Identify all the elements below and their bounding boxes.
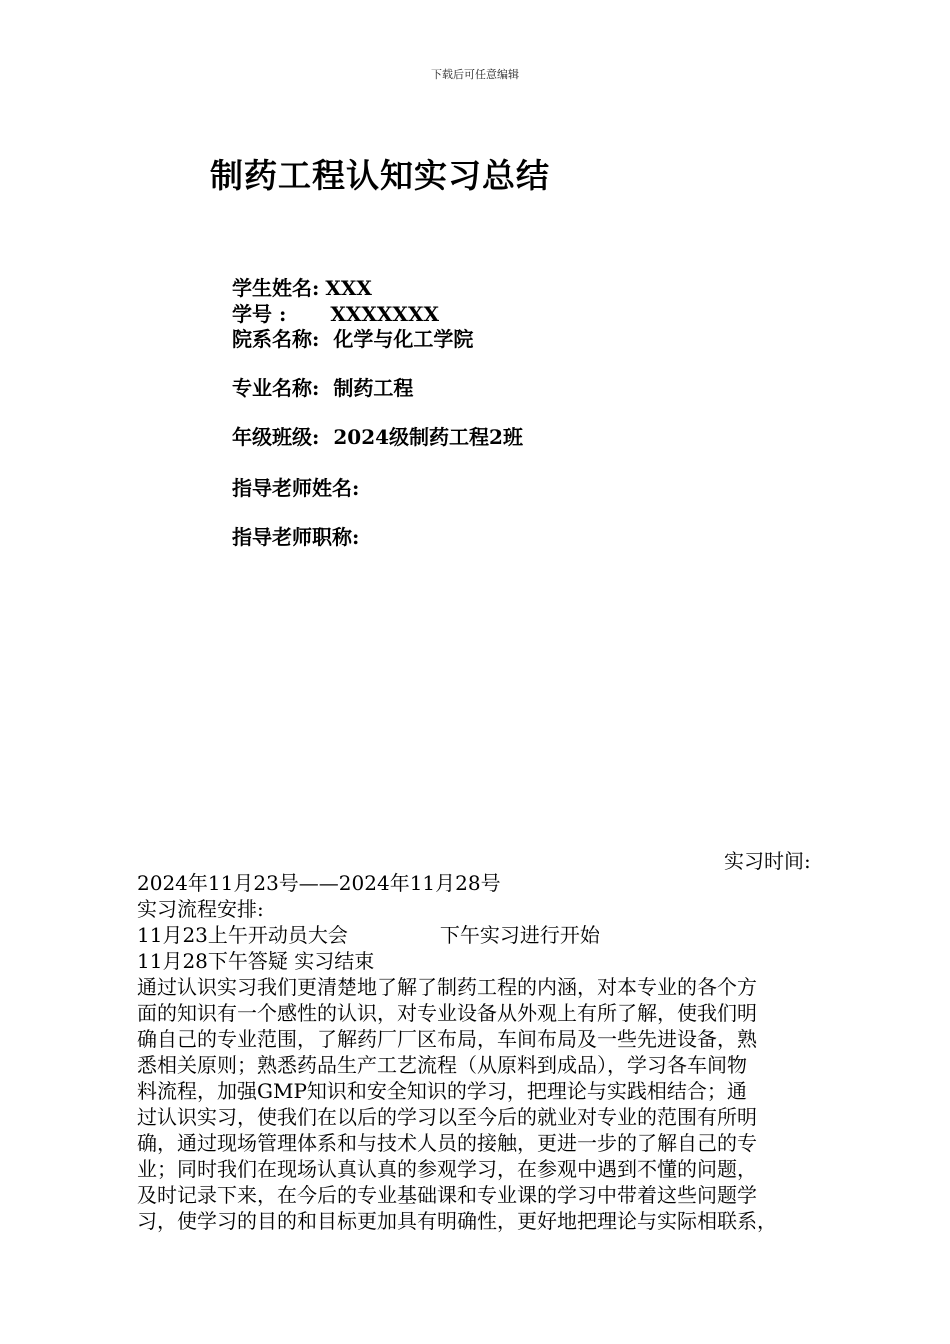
body-text (137, 870, 857, 1234)
internship-time-label: 实习时间: (724, 849, 811, 873)
department-row (232, 323, 473, 352)
student-name-row (232, 272, 372, 301)
advisor-title-label: 指导老师职称: (232, 525, 360, 549)
major-value: 制药工程 (333, 376, 414, 400)
paragraph-line: 确自己的专业范围，了解药厂厂区布局，车间布局及一些先进设备，熟 (137, 1027, 757, 1051)
class-value: 2024级制药工程2班 (333, 425, 523, 449)
paragraph-line: 料流程，加强GMP知识和安全知识的学习，把理论与实践相结合；通 (137, 1079, 747, 1103)
schedule-afternoon: 下午实习进行开始 (439, 923, 600, 947)
major-label: 专业名称: (232, 376, 320, 400)
advisor-title-row (232, 521, 359, 550)
paragraph-line: 通过认识实习我们更清楚地了解了制药工程的内涵，对本专业的各个方 (137, 975, 757, 999)
document-title: 制药工程认知实习总结 (210, 156, 550, 195)
date-range: 2024年11月23号——2024年11月28号 (137, 871, 501, 895)
schedule-line-1 (137, 922, 857, 948)
student-name-value: XXX (325, 276, 372, 300)
department-label: 院系名称: (232, 327, 320, 351)
paragraph-line: 过认识实习，使我们在以后的学习以至今后的就业对专业的范围有所明 (137, 1105, 757, 1129)
major-row (232, 372, 413, 401)
schedule-heading: 实习流程安排: (137, 897, 264, 921)
class-row (232, 421, 523, 450)
paragraph-line: 业；同时我们在现场认真认真的参观学习，在参观中遇到不懂的问题， (137, 1157, 757, 1181)
paragraph-line: 悉相关原则；熟悉药品生产工艺流程（从原料到成品），学习各车间物 (137, 1053, 747, 1077)
paragraph-line: 确，通过现场管理体系和与技术人员的接触，更进一步的了解自己的专 (137, 1131, 757, 1155)
schedule-line-2: 11月28下午答疑 实习结束 (137, 949, 375, 973)
student-id-label: 学号 : (232, 302, 287, 326)
schedule-morning: 11月23上午开动员大会 (137, 923, 348, 947)
student-name-label: 学生姓名: (232, 276, 320, 300)
paragraph-line: 习，使学习的目的和目标更加具有明确性，更好地把理论与实际相联系， (137, 1209, 777, 1233)
header-note: 下载后可任意编辑 (431, 68, 519, 81)
class-label: 年级班级: (232, 425, 320, 449)
advisor-name-label: 指导老师姓名: (232, 476, 360, 500)
advisor-name-row (232, 472, 359, 501)
paragraph-line: 面的知识有一个感性的认识，对专业设备从外观上有所了解，使我们明 (137, 1001, 757, 1025)
paragraph-line: 及时记录下来，在今后的专业基础课和专业课的学习中带着这些问题学 (137, 1183, 757, 1207)
department-value: 化学与化工学院 (333, 327, 474, 351)
student-id-value: XXXXXXX (330, 302, 439, 326)
